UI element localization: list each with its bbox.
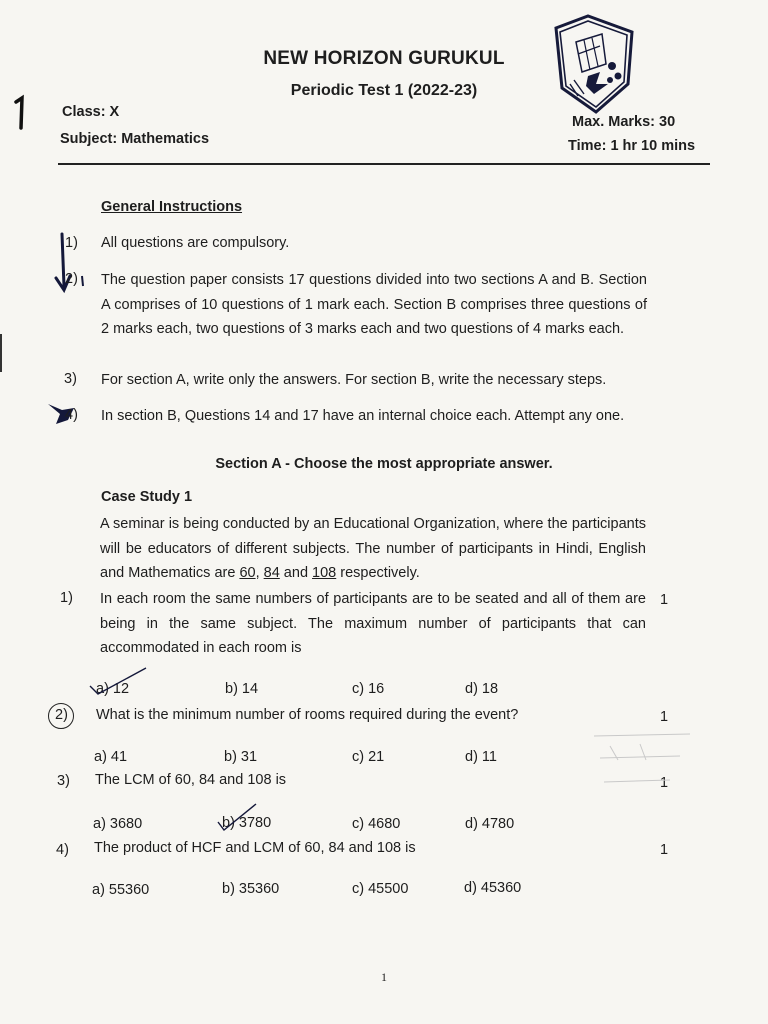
answer-option: d) 4780 xyxy=(465,816,515,832)
instruction-number: 2) xyxy=(65,271,78,287)
answer-option: c) 45500 xyxy=(352,881,409,897)
question-marks: 1 xyxy=(660,709,669,725)
case-separator: , xyxy=(255,565,264,581)
answer-option: b) 14 xyxy=(225,681,259,697)
case-study-intro: A seminar is being conducted by an Educational Organization, where the participants will be educators of different subjects. The number of participants in Hindi, English and Mathematics are xyxy=(100,516,646,581)
subject-label: Subject: Mathematics xyxy=(60,131,210,147)
answer-option: b) 3780 xyxy=(222,815,272,831)
answer-option: d) 45360 xyxy=(464,880,522,896)
case-study-text xyxy=(100,512,646,586)
instructions-heading: General Instructions xyxy=(101,199,243,215)
answer-option: a) 12 xyxy=(96,681,130,697)
question-text: What is the minimum number of rooms required during the event? xyxy=(96,707,519,723)
section-a-title: Section A - Choose the most appropriate answer. xyxy=(215,456,553,472)
question-number: 3) xyxy=(57,773,70,789)
case-study-outro: respectively. xyxy=(336,565,420,581)
question-text: In each room the same numbers of participants are to be seated and all of them are being in the same subject. The maximum number of participants that can accommodated in each room is xyxy=(100,591,646,656)
school-name: NEW HORIZON GURUKUL xyxy=(263,48,505,69)
time-allowed: Time: 1 hr 10 mins xyxy=(568,138,696,154)
shield-logo-icon xyxy=(548,14,638,114)
answer-option: c) 4680 xyxy=(352,816,401,832)
header-divider xyxy=(58,163,710,165)
question-marks: 1 xyxy=(660,592,669,608)
max-marks: Max. Marks: 30 xyxy=(572,114,676,130)
answer-option: d) 11 xyxy=(465,749,497,765)
question-number: 1) xyxy=(60,590,73,606)
question-text: The LCM of 60, 84 and 108 is xyxy=(95,772,287,788)
margin-tick-mark xyxy=(12,96,28,135)
question-marks: 1 xyxy=(660,775,669,791)
answer-option: a) 3680 xyxy=(93,816,143,832)
answer-option: b) 35360 xyxy=(222,881,280,897)
instruction-number: 1) xyxy=(65,235,78,251)
instruction-text: For section A, write only the answers. For section B, write the necessary steps. xyxy=(101,372,607,388)
case-study-title: Case Study 1 xyxy=(101,489,193,505)
instruction-text: All questions are compulsory. xyxy=(101,235,290,251)
question-number: 4) xyxy=(56,842,69,858)
school-logo xyxy=(548,14,638,114)
show-through-scribble xyxy=(590,726,700,801)
answer-option: d) 18 xyxy=(465,681,499,697)
question-text: The product of HCF and LCM of 60, 84 and 108 is xyxy=(94,840,416,856)
instruction-number: 4) xyxy=(65,407,78,423)
instruction-text: In section B, Questions 14 and 17 have an internal choice each. Attempt any one. xyxy=(101,408,625,424)
class-label: Class: X xyxy=(62,104,120,120)
answer-option: c) 16 xyxy=(352,681,385,697)
instruction-number: 3) xyxy=(64,371,77,387)
answer-option: c) 21 xyxy=(352,749,385,765)
instruction-text: The question paper consists 17 questions divided into two sections A and B. Section A comprises of 10 questions of 1 mark each. Section B comprises three questions of 2 marks each, two questions of 3 marks each and two questions of 4 marks each. xyxy=(101,272,647,337)
page-number: 1 xyxy=(381,970,387,984)
answer-option: a) 55360 xyxy=(92,882,150,898)
question-number: 2) xyxy=(55,707,68,723)
case-number: 60 xyxy=(239,565,256,581)
tick-mark-icon xyxy=(216,802,260,837)
case-number: 108 xyxy=(312,565,337,581)
answer-option: b) 31 xyxy=(224,749,258,765)
question-marks: 1 xyxy=(660,842,669,858)
tick-mark-icon xyxy=(88,666,148,701)
case-separator: and xyxy=(279,565,313,581)
case-number: 84 xyxy=(263,565,280,581)
test-title: Periodic Test 1 (2022-23) xyxy=(290,82,478,99)
answer-option: a) 41 xyxy=(94,749,128,765)
margin-line xyxy=(0,334,2,372)
